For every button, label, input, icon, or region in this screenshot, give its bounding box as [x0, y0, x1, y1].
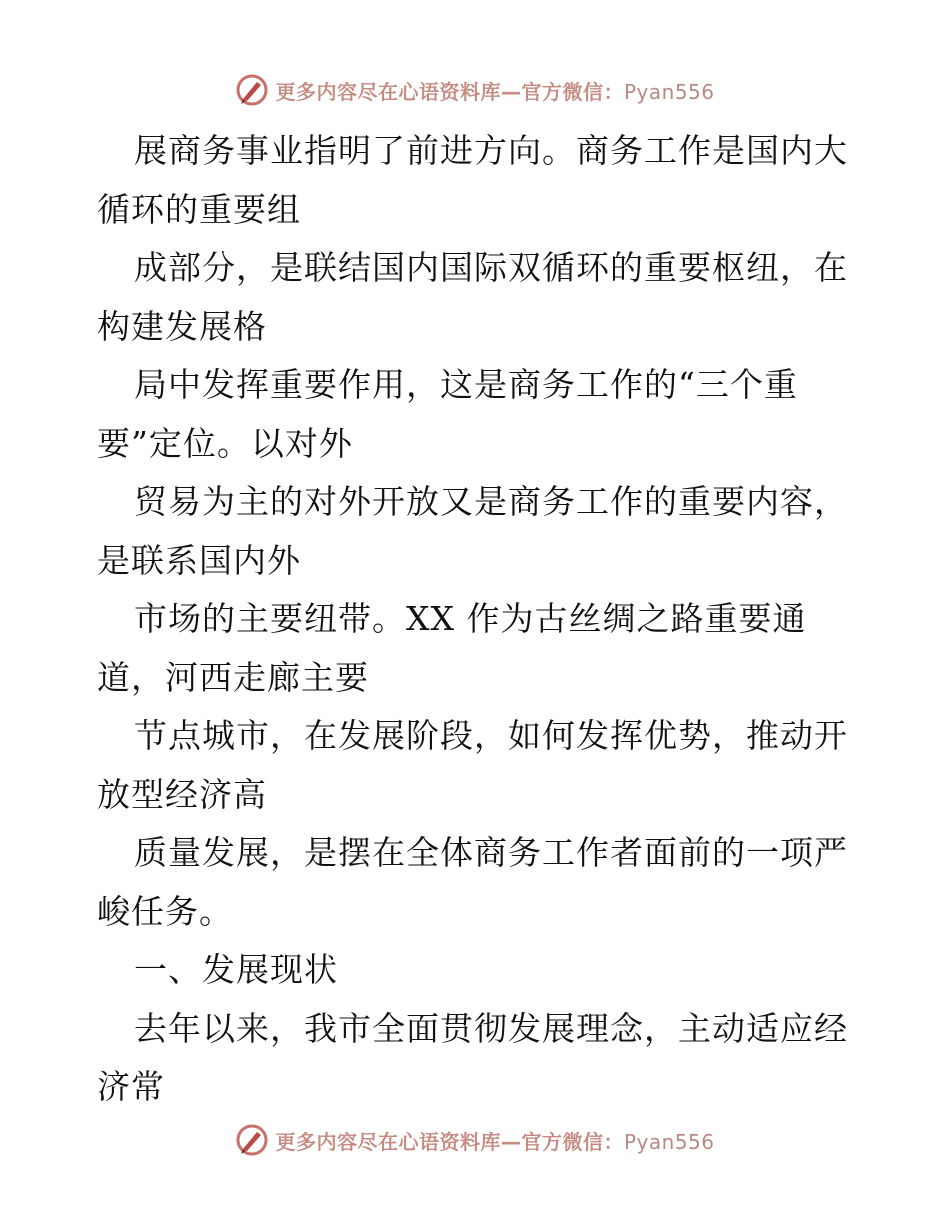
wechat-id: Pyan556 [623, 1129, 715, 1154]
text-line: 成部分，是联结国内国际双循环的重要枢纽，在 [134, 248, 848, 287]
text-line: 济常 [97, 1067, 165, 1106]
banner-text: 更多内容尽在心语资料库—官方微信：Pyan556 [275, 1129, 715, 1154]
text-line: 循环的重要组 [97, 189, 301, 229]
text-line: 道，河西走廊主要 [97, 657, 369, 697]
footer-banner [0, 1120, 950, 1160]
body-text [97, 122, 857, 1117]
header-banner [0, 70, 950, 110]
text-line: 质量发展，是摆在全体商务工作者面前的一项严 [134, 833, 848, 872]
text-line: 节点城市，在发展阶段，如何发挥优势，推动开 [134, 716, 848, 755]
text-line: 去年以来，我市全面贯彻发展理念，主动适应经 [134, 1008, 848, 1048]
text-line: 峻任务。 [97, 891, 233, 931]
text-line: 展商务事业指明了前进方向。商务工作是国内大 [134, 131, 848, 170]
brush-pen-logo-icon [235, 73, 269, 107]
text-line: 是联系国内外 [97, 540, 301, 580]
section-heading: 一、发展现状 [134, 950, 338, 989]
brush-pen-logo-icon [235, 1123, 269, 1157]
text-line: 贸易为主的对外开放又是商务工作的重要内容， [134, 482, 848, 521]
text-line: 市场的主要纽带。XX 作为古丝绸之路重要通 [134, 599, 807, 638]
wechat-id: Pyan556 [623, 79, 715, 104]
text-line: 局中发挥重要作用，这是商务工作的“三个重 [134, 365, 798, 404]
banner-text: 更多内容尽在心语资料库—官方微信：Pyan556 [275, 79, 715, 104]
text-line: 构建发展格 [97, 306, 267, 346]
text-line: 要”定位。以对外 [97, 423, 353, 463]
text-line: 放型经济高 [97, 774, 267, 814]
